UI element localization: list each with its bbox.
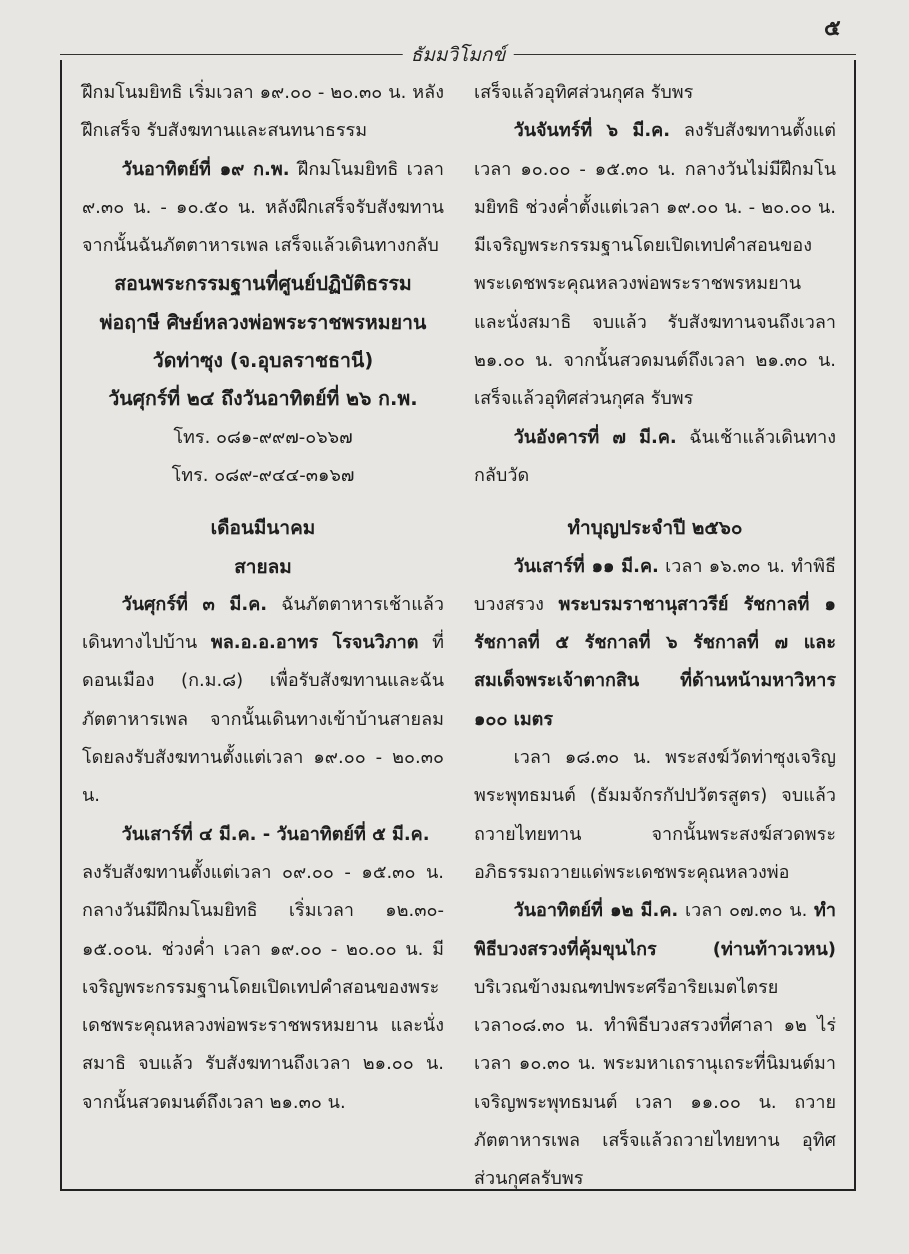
date-heading: วันอาทิตย์ที่ ๑๙ ก.พ. xyxy=(121,158,290,180)
place-heading: สายลม xyxy=(234,555,292,578)
section-heading: พ่อฤาษี ศิษย์หลวงพ่อพระราชพรหมยาน xyxy=(99,310,427,334)
section-heading: วันศุกร์ที่ ๒๔ ถึงวันอาทิตย์ที่ ๒๖ ก.พ. xyxy=(108,387,418,411)
paragraph-text: ที่ดอนเมือง (ก.ม.๘) เพื่อรับสังฆทานและฉันภัตตาหารเพล จากนั้นเดินทางเข้าบ้านสายลม โดยลงรับสังฆทานตั้งแต่เวลา ๑๙.๐๐ - ๒๐.๓๐ น. xyxy=(82,632,444,807)
paragraph: ลงรับสังฆทานตั้งแต่เวลา ๐๙.๐๐ - ๑๕.๓๐ น. กลางวันมีฝึกมโนมยิทธิ เริ่มเวลา ๑๒.๓๐- ๑๕.๐๐น. ช่วงค่ำ เวลา ๑๙.๐๐ - ๒๐.๐๐ น. มีเจริญพระกรรมฐานโดยเปิดเทปคำสอนของพระเดชพระคุณหลวงพ่อพระราชพรหมยาน และนั่งสมาธิ จบแล้ว รับสังฆทานถึงเวลา ๒๑.๐๐ น. จากนั้นสวดมนต์ถึงเวลา ๒๑.๓๐ น. xyxy=(82,861,444,1113)
phone-number: โทร. ๐๘๙-๙๔๔-๓๑๖๗ xyxy=(171,464,355,486)
paragraph xyxy=(82,586,444,816)
section-heading: วัดท่าซุง (จ.อุบลราชธานี) xyxy=(152,349,374,373)
date-heading: วันอาทิตย์ที่ ๑๒ มี.ค. xyxy=(513,900,679,922)
date-heading: วันศุกร์ที่ ๓ มี.ค. xyxy=(121,593,268,615)
paragraph-text: ฉันภัตตาหารเช้าแล้วเดินทางไปบ้าน xyxy=(82,593,444,654)
date-heading: วันเสาร์ที่ ๔ มี.ค. - วันอาทิตย์ที่ ๕ มี.ค. xyxy=(121,823,430,845)
person-name: พล.อ.อ.อาทร โรจนวิภาต xyxy=(210,632,419,654)
left-column xyxy=(82,74,444,1122)
paragraph-text: ฝึกมโนมยิทธิ เวลา ๙.๓๐ น. - ๑๐.๕๐ น. หลังฝึกเสร็จรับสังฆทาน จากนั้นฉันภัตตาหารเพล เสร็จแล้วเดินทางกลับ xyxy=(82,158,444,257)
phone-number: โทร. ๐๘๑-๙๙๗-๐๖๖๗ xyxy=(173,426,353,448)
monument-names: พระบรมราชานุสาวรีย์ รัชกาลที่ ๑ รัชกาลที่ ๕ รัชกาลที่ ๖ รัชกาลที่ ๗ และ สมเด็จพระเจ้าตากสิน ที่ด้านหน้ามหาวิหาร ๑๐๐ เมตร xyxy=(474,593,836,730)
paragraph-text: เวลา ๑๖.๓๐ น. ทำพิธีบวงสรวง xyxy=(474,555,836,615)
date-heading: วันจันทร์ที่ ๖ มี.ค. xyxy=(513,120,671,142)
paragraph xyxy=(474,548,836,739)
month-heading: เดือนมีนาคม xyxy=(210,517,316,540)
paragraph xyxy=(474,419,836,496)
paragraph xyxy=(474,112,836,418)
paragraph-text: ฉันเช้าแล้วเดินทางกลับวัด xyxy=(474,426,836,486)
paragraph-text: บริเวณข้างมณฑปพระศรีอาริยเมตไตรย เวลา๐๘.๓๐ น. ทำพิธีบวงสรวงที่ศาลา ๑๒ ไร่ เวลา ๑๐.๓๐ น. พระมหาเถรานุเถระที่นิมนต์มาเจริญพระพุทธมนต์ เวลา ๑๑.๐๐ น. ถวายภัตตาหารเพล เสร็จแล้วถวายไทยทาน อุทิศส่วนกุศลรับพร xyxy=(474,976,836,1190)
ceremony-heading: ทำพิธีบวงสรวงที่คุ้มขุนไกร (ท่านท้าวเวหน) xyxy=(474,900,836,960)
paragraph-text: เวลา ๐๗.๓๐ น. xyxy=(678,900,808,922)
right-column xyxy=(474,74,836,1199)
merit-heading: ทำบุญประจำปี ๒๕๖๐ xyxy=(567,517,743,540)
paragraph: เสร็จแล้วอุทิศส่วนกุศล รับพร xyxy=(474,82,694,103)
date-heading: วันเสาร์ที่ ๑๑ มี.ค. xyxy=(513,555,659,577)
page-number: ๕ xyxy=(824,16,841,41)
paragraph-text: ลงรับสังฆทานตั้งแต่เวลา ๑๐.๐๐ - ๑๕.๓๐ น. กลางวันไม่มีฝึกมโนมยิทธิ ช่วงค่ำตั้งแต่เวลา ๑๙.๐๐ น. - ๒๐.๐๐ น. มีเจริญพระกรรมฐานโดยเปิดเทปคำสอนของพระเดชพระคุณหลวงพ่อพระราชพรหมยาน และนั่งสมาธิ จบแล้ว รับสังฆทานจนถึงเวลา ๒๑.๐๐ น. จากนั้นสวดมนต์ถึงเวลา ๒๑.๓๐ น. เสร็จแล้วอุทิศส่วนกุศล รับพร xyxy=(474,120,836,410)
paragraph xyxy=(474,892,836,1198)
paragraph: เวลา ๑๘.๓๐ น. พระสงฆ์วัดท่าซุงเจริญพระพุทธมนต์ (ธัมมจักรกัปปวัตรสูตร) จบแล้ว ถวายไทยทาน จากนั้นพระสงฆ์สวดพระอภิธรรมถวายแด่พระเดชพระคุณหลวงพ่อ xyxy=(474,747,836,883)
paragraph: ฝึกมโนมยิทธิ เริ่มเวลา ๑๙.๐๐ - ๒๐.๓๐ น. หลังฝึกเสร็จ รับสังฆทานและสนทนาธรรม xyxy=(82,82,444,142)
date-heading: วันอังคารที่ ๗ มี.ค. xyxy=(513,426,677,448)
publication-title: ธัมมวิโมกข์ xyxy=(403,40,514,70)
paragraph xyxy=(82,151,444,266)
section-heading: สอนพระกรรมฐานที่ศูนย์ปฏิบัติธรรม xyxy=(114,272,412,296)
